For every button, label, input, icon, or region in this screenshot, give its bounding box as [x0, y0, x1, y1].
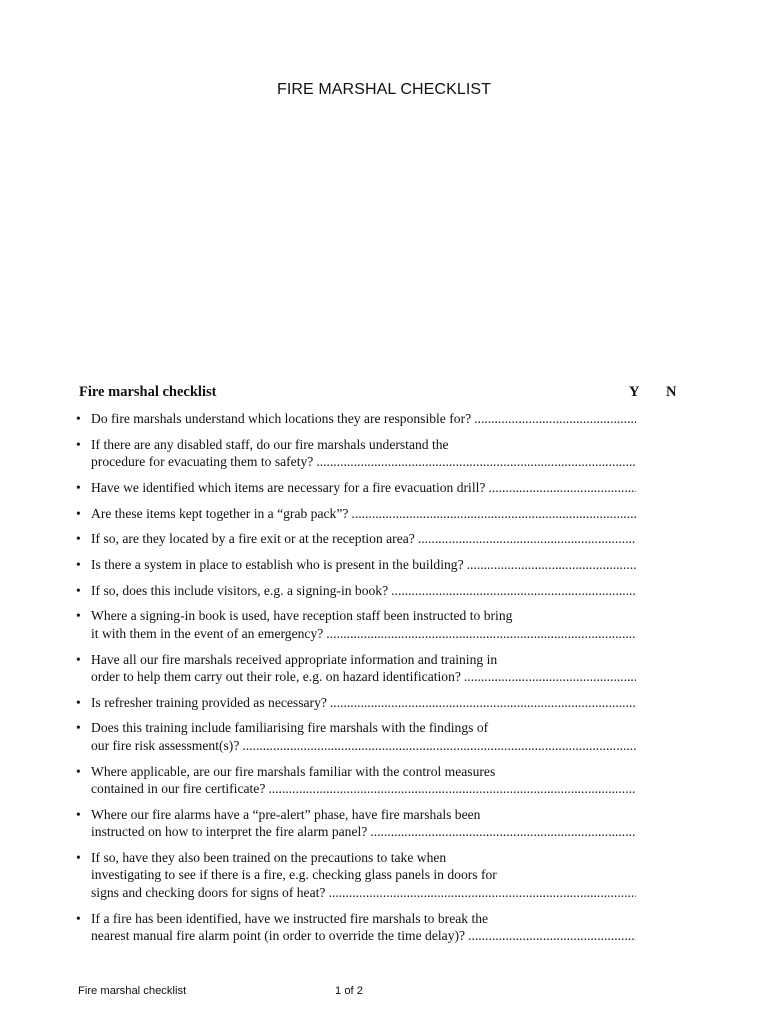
checklist-item-text: Is there a system in place to establish who is present in the building? [91, 556, 464, 572]
checklist-item [76, 763, 636, 798]
checklist-item-text: If so, have they also been trained on the precautions to take when [91, 849, 447, 865]
bullet-glyph: • [76, 910, 81, 926]
checklist-item [76, 436, 636, 471]
checklist-item-text: Do fire marshals understand which locations they are responsible for? [91, 411, 472, 426]
checklist-item-text: If so, are they located by a fire exit or at the reception area? [91, 531, 415, 547]
dot-leader [474, 410, 636, 428]
dot-leader [488, 479, 636, 497]
checklist-item [76, 505, 636, 523]
checklist-item-text: Where applicable, are our fire marshals familiar with the control measures [91, 763, 496, 779]
checklist-heading: Fire marshal checklist [79, 384, 217, 400]
dot-leader [418, 530, 636, 548]
bullet-glyph: • [76, 531, 81, 547]
checklist-item [76, 910, 636, 945]
checklist-item-text: contained in our fire certificate? [91, 781, 266, 797]
bullet-glyph: • [76, 720, 81, 736]
dot-leader [326, 625, 636, 643]
checklist-item-text: Have all our fire marshals received appropriate information and training in [91, 651, 498, 667]
dot-leader [391, 582, 636, 600]
bullet-glyph: • [76, 582, 81, 598]
bullet-glyph: • [76, 806, 81, 822]
checklist-item-text: If so, does this include visitors, e.g. a signing-in book? [91, 582, 389, 598]
checklist-items [76, 410, 636, 953]
bullet-glyph: • [76, 411, 81, 426]
checklist-item-text: If a fire has been identified, have we instructed fire marshals to break the [91, 910, 489, 926]
checklist-item-text: Are these items kept together in a “grab pack”? [91, 505, 349, 521]
checklist-item [76, 530, 636, 548]
bullet-glyph: • [76, 694, 81, 710]
checklist-item-text: procedure for evacuating them to safety? [91, 454, 314, 470]
checklist-item [76, 607, 636, 642]
bullet-glyph: • [76, 436, 81, 452]
dot-leader [330, 694, 636, 712]
bullet-glyph: • [76, 608, 81, 624]
bullet-glyph: • [76, 849, 81, 865]
checklist-item-text: investigating to see if there is a fire, e.g. checking glass panels in doors for [91, 867, 497, 883]
checklist-item-text: Where a signing-in book is used, have reception staff been instructed to bring [91, 608, 513, 624]
bullet-glyph: • [76, 651, 81, 667]
checklist-item [76, 694, 636, 712]
bullet-glyph: • [76, 763, 81, 779]
bullet-glyph: • [76, 556, 81, 572]
checklist-item-text: it with them in the event of an emergency? [91, 625, 324, 641]
dot-leader [316, 453, 636, 471]
dot-leader [268, 780, 636, 798]
checklist-item [76, 849, 636, 902]
checklist-item-text: Where our fire alarms have a “pre-alert” phase, have fire marshals been [91, 806, 481, 822]
bullet-glyph: • [76, 505, 81, 521]
checklist-item [76, 410, 636, 428]
checklist-header [79, 384, 699, 404]
dot-leader [351, 505, 636, 523]
checklist-item [76, 582, 636, 600]
checklist-item [76, 806, 636, 841]
checklist-item-text: our fire risk assessment(s)? [91, 737, 240, 753]
checklist-item [76, 479, 636, 497]
document-title: FIRE MARSHAL CHECKLIST [276, 81, 492, 98]
checklist-item [76, 719, 636, 754]
footer-title: Fire marshal checklist [78, 985, 187, 997]
checklist-item-text: nearest manual fire alarm point (in order to override the time delay)? [91, 928, 466, 944]
checklist-item-text: Does this training include familiarising fire marshals with the findings of [91, 720, 489, 736]
checklist-item-text: order to help them carry out their role, e.g. on hazard identification? [91, 669, 461, 684]
page-number: 1 of 2 [335, 985, 363, 997]
checklist-item-text: Is refresher training provided as necessary? [91, 694, 327, 710]
dot-leader [467, 556, 636, 574]
dot-leader [328, 884, 636, 902]
checklist-item [76, 651, 636, 686]
checklist-item-text: signs and checking doors for signs of heat? [91, 884, 326, 900]
dot-leader [370, 823, 636, 841]
no-column-label: N [666, 384, 677, 400]
checklist-item-text: instructed on how to interpret the fire alarm panel? [91, 824, 368, 840]
dot-leader [464, 668, 636, 686]
checklist-item-text: Have we identified which items are necessary for a fire evacuation drill? [91, 479, 486, 495]
dot-leader [242, 737, 636, 755]
yes-column-label: Y [629, 384, 640, 400]
checklist-item-text: If there are any disabled staff, do our fire marshals understand the [91, 436, 449, 452]
bullet-glyph: • [76, 479, 81, 495]
checklist-item [76, 556, 636, 574]
dot-leader [468, 927, 636, 945]
